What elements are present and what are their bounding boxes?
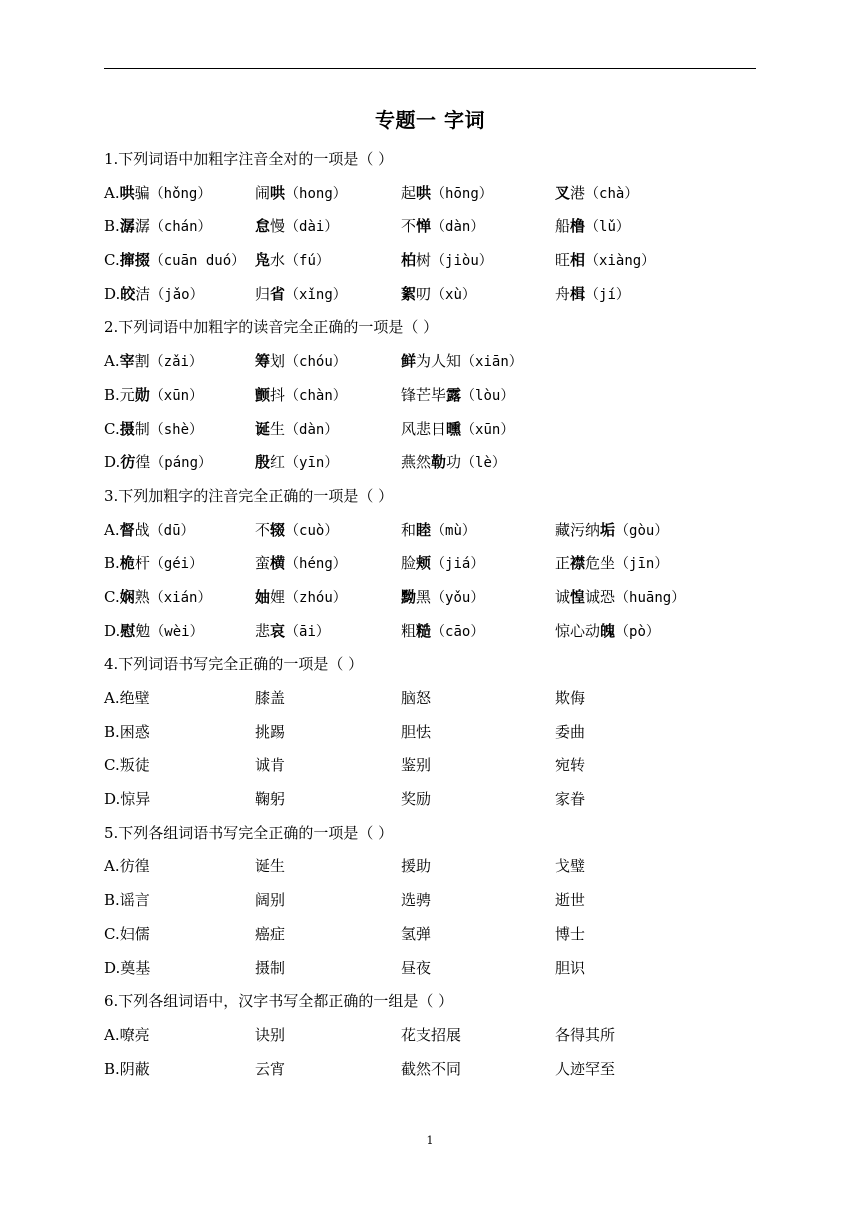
word-suffix: 叨: [416, 284, 432, 303]
option-cell: [255, 379, 347, 414]
question-6: [104, 985, 756, 1086]
word-prefix: 和: [401, 520, 417, 539]
word-prefix: 船: [555, 217, 571, 236]
pinyin: （xián）: [149, 589, 212, 606]
option-cell: A.彷徨: [104, 857, 150, 876]
option-cell: 胆识: [555, 958, 586, 977]
word-prefix: 藏污纳: [555, 520, 601, 539]
option-cell: 摄制: [255, 958, 286, 977]
option-cell: [104, 244, 245, 279]
question-stem: 2.下列词语中加粗字的读音完全正确的一项是（ ）: [104, 318, 439, 337]
word-prefix: 起: [401, 183, 417, 202]
bold-char: 曛: [446, 419, 462, 438]
option-cell: [104, 345, 203, 380]
option-cell: [401, 547, 484, 582]
word-suffix: 娌: [270, 587, 286, 606]
option-cell: [401, 177, 493, 212]
page-number: 1: [426, 1134, 434, 1147]
pinyin: （xǐng）: [285, 286, 347, 303]
question-stem: 5.下列各组词语书写完全正确的一项是（ ）: [104, 823, 394, 842]
bold-char: 潺: [119, 217, 135, 236]
option-cell: [255, 547, 347, 582]
word-prefix: 诚: [555, 587, 571, 606]
pinyin: （páng）: [150, 455, 213, 472]
word-prefix: C.: [104, 419, 120, 438]
bold-char: 相: [570, 251, 586, 270]
bold-char: 垢: [600, 520, 616, 539]
pinyin: （dàn）: [285, 421, 339, 438]
pinyin: （mù）: [431, 522, 476, 539]
option-row: [104, 1053, 756, 1087]
bold-char: 殷: [255, 453, 271, 472]
question-stem: 6.下列各组词语中，汉字书写全都正确的一组是（ ）: [104, 992, 454, 1011]
option-cell: [104, 446, 212, 481]
option-cell: 奖励: [401, 790, 432, 809]
option-row: [104, 581, 756, 615]
word-suffix: 徨: [135, 453, 151, 472]
pinyin: （chóu）: [285, 354, 347, 371]
bold-char: 楫: [570, 284, 586, 303]
bold-char: 怠: [255, 217, 271, 236]
bold-char: 睦: [416, 520, 432, 539]
option-cell: 逝世: [555, 891, 586, 910]
word-suffix: 港: [570, 183, 586, 202]
option-cell: 诞生: [255, 857, 286, 876]
bold-char: 惶: [570, 587, 586, 606]
word-suffix: 战: [134, 520, 150, 539]
pinyin: （chán）: [149, 219, 212, 236]
option-row: [104, 1019, 756, 1053]
pinyin: （dàn）: [431, 219, 485, 236]
pinyin: （chàn）: [285, 387, 347, 404]
word-prefix: A.: [104, 352, 120, 371]
word-suffix: 抖: [270, 385, 286, 404]
option-cell: D.惊异: [104, 790, 151, 809]
option-cell: [401, 210, 484, 245]
pinyin: （xiān）: [461, 354, 523, 371]
bold-char: 筹: [255, 352, 271, 371]
bold-char: 省: [270, 284, 286, 303]
option-row: [104, 850, 756, 884]
bold-char: 诞: [255, 419, 271, 438]
word-prefix: A.: [104, 183, 120, 202]
pinyin: （āi）: [285, 623, 330, 640]
word-prefix: B.元: [104, 385, 135, 404]
option-cell: [104, 177, 211, 212]
option-cell: [255, 244, 330, 279]
bold-char: 慰: [120, 621, 136, 640]
pinyin: （gòu）: [615, 522, 669, 539]
bold-char: 魄: [600, 621, 616, 640]
pinyin: （hōng）: [431, 185, 493, 202]
word-prefix: 惊心动: [555, 621, 601, 640]
word-prefix: 风悲日: [401, 419, 447, 438]
word-prefix: 正: [555, 554, 571, 573]
pinyin: （hong）: [285, 185, 347, 202]
pinyin: （wèi）: [150, 623, 204, 640]
option-cell: [255, 446, 338, 481]
word-suffix: 树: [416, 251, 432, 270]
option-cell: A.嘹亮: [104, 1025, 150, 1044]
pinyin: （héng）: [285, 556, 347, 573]
word-prefix: B.: [104, 217, 120, 236]
word-suffix: 割: [134, 352, 150, 371]
option-cell: [104, 379, 203, 414]
pinyin: （xiàng）: [585, 253, 656, 270]
option-cell: [555, 547, 668, 582]
pinyin: （jiòu）: [431, 253, 493, 270]
bold-char: 妯: [255, 587, 271, 606]
question-4: [104, 648, 756, 816]
word-suffix: 制: [134, 419, 150, 438]
option-row: [104, 345, 756, 379]
option-cell: [401, 446, 506, 481]
option-cell: [555, 177, 638, 212]
bold-char: 撺掇: [119, 251, 150, 270]
header-rule: [104, 68, 756, 69]
pinyin: （dū）: [149, 522, 195, 539]
option-row: [104, 177, 756, 211]
word-prefix: 粗: [401, 621, 417, 640]
pinyin: （cuò）: [285, 522, 339, 539]
word-prefix: D.: [104, 284, 121, 303]
option-cell: 戈璧: [555, 857, 586, 876]
bold-char: 颊: [416, 554, 432, 573]
option-cell: [401, 244, 493, 279]
pinyin: （yǒu）: [431, 589, 485, 606]
pinyin: （chà）: [585, 185, 639, 202]
pinyin: （zhóu）: [285, 589, 347, 606]
pinyin: （yīn）: [285, 455, 339, 472]
option-row: [104, 783, 756, 817]
word-prefix: 悲: [255, 621, 271, 640]
option-cell: C.叛徒: [104, 756, 150, 775]
option-row: [104, 210, 756, 244]
option-cell: 鞠躬: [255, 790, 286, 809]
bold-char: 襟: [570, 554, 586, 573]
option-cell: 博士: [555, 924, 586, 943]
pinyin: （fú）: [285, 253, 330, 270]
option-cell: [104, 278, 204, 313]
question-2: [104, 311, 756, 479]
word-suffix: 熟: [134, 587, 150, 606]
option-cell: B.阴蔽: [104, 1059, 150, 1078]
option-cell: [401, 514, 476, 549]
word-prefix: 舟: [555, 284, 571, 303]
word-prefix: 不: [401, 217, 417, 236]
pinyin: （huāng）: [615, 589, 686, 606]
option-cell: 人迹罕至: [555, 1059, 616, 1078]
word-suffix: 危坐: [585, 554, 616, 573]
option-cell: [555, 581, 685, 616]
option-cell: [555, 514, 668, 549]
question-1: [104, 143, 756, 311]
bold-char: 辍: [270, 520, 286, 539]
bold-char: 皎: [120, 284, 136, 303]
bold-char: 勋: [134, 385, 150, 404]
option-cell: [255, 210, 338, 245]
word-prefix: C.: [104, 587, 120, 606]
bold-char: 彷: [120, 453, 136, 472]
option-cell: 云宵: [255, 1059, 286, 1078]
bold-char: 宰: [119, 352, 135, 371]
word-suffix: 诚恐: [585, 587, 616, 606]
question-3: [104, 480, 756, 648]
option-cell: 诀别: [255, 1025, 286, 1044]
bold-char: 横: [270, 554, 286, 573]
pinyin: （shè）: [149, 421, 204, 438]
option-cell: [555, 278, 630, 313]
bold-char: 橹: [570, 217, 586, 236]
word-suffix: 水: [270, 251, 286, 270]
option-cell: 诚肯: [255, 756, 286, 775]
pinyin: （xūn）: [461, 421, 515, 438]
word-prefix: 归: [255, 284, 271, 303]
option-cell: [104, 581, 211, 616]
option-cell: 各得其所: [555, 1025, 616, 1044]
option-cell: [555, 210, 630, 245]
pinyin: （xūn）: [149, 387, 204, 404]
option-cell: 氢弹: [401, 924, 432, 943]
word-suffix: 洁: [135, 284, 151, 303]
bold-char: 勒: [431, 453, 447, 472]
bold-char: 叉: [555, 183, 571, 202]
pinyin: （lǔ）: [585, 219, 630, 236]
word-suffix: 生: [270, 419, 286, 438]
word-prefix: D.: [104, 621, 121, 640]
option-cell: [255, 514, 338, 549]
option-cell: [255, 177, 347, 212]
pinyin: （jīn）: [615, 556, 669, 573]
bold-char: 柏: [401, 251, 417, 270]
pinyin: （géi）: [149, 556, 204, 573]
word-prefix: B.: [104, 554, 120, 573]
option-cell: [104, 210, 212, 245]
option-cell: B.困惑: [104, 722, 150, 741]
option-row: [104, 749, 756, 783]
word-suffix: 功: [446, 453, 462, 472]
option-cell: [401, 615, 484, 650]
bold-char: 鲜: [401, 352, 417, 371]
option-cell: 欺侮: [555, 689, 586, 707]
bold-char: 哀: [270, 621, 286, 640]
pinyin: （hǒng）: [149, 185, 212, 202]
word-suffix: 杆: [134, 554, 150, 573]
option-cell: 胆怯: [401, 722, 432, 741]
option-cell: D.奠基: [104, 958, 151, 977]
option-cell: 鉴别: [401, 756, 432, 775]
option-cell: [255, 581, 347, 616]
pinyin: （zǎi）: [149, 354, 203, 371]
pinyin: （jiá）: [431, 556, 485, 573]
option-cell: [255, 413, 338, 448]
bold-char: 桅: [119, 554, 135, 573]
pinyin: （dài）: [285, 219, 339, 236]
pinyin: （cāo）: [431, 623, 485, 640]
bold-char: 颤: [255, 385, 271, 404]
word-suffix: 为人知: [416, 352, 462, 371]
word-prefix: 脸: [401, 554, 417, 573]
word-prefix: 闹: [255, 183, 271, 202]
pinyin: （lòu）: [461, 387, 515, 404]
option-row: [104, 514, 756, 548]
option-row: [104, 446, 756, 480]
option-cell: 选骋: [401, 891, 432, 910]
option-cell: [401, 379, 514, 414]
word-prefix: 不: [255, 520, 271, 539]
option-cell: 脑怒: [401, 689, 432, 707]
option-cell: A.绝壁: [104, 689, 150, 707]
bold-char: 督: [119, 520, 135, 539]
bold-char: 惮: [416, 217, 432, 236]
bold-char: 哄: [416, 183, 432, 202]
bold-char: 摄: [119, 419, 135, 438]
bold-char: 黝: [401, 587, 417, 606]
option-cell: 家眷: [555, 790, 586, 809]
word-prefix: D.: [104, 453, 121, 472]
option-cell: 挑踢: [255, 722, 286, 741]
word-prefix: C.: [104, 251, 120, 270]
pinyin: （lè）: [461, 455, 506, 472]
pinyin: （cuān duó）: [149, 253, 246, 270]
word-suffix: 黑: [416, 587, 432, 606]
option-row: [104, 278, 756, 312]
option-row: [104, 918, 756, 952]
option-cell: C.妇儒: [104, 924, 150, 943]
option-cell: [255, 345, 347, 380]
question-stem: 3.下列加粗字的注音完全正确的一项是（ ）: [104, 486, 394, 505]
option-cell: 昼夜: [401, 958, 432, 977]
bold-char: 絮: [401, 284, 417, 303]
bold-char: 哄: [270, 183, 286, 202]
option-row: [104, 379, 756, 413]
word-prefix: 旺: [555, 251, 571, 270]
word-suffix: 潺: [134, 217, 150, 236]
option-cell: [555, 244, 655, 279]
option-cell: [255, 615, 330, 650]
option-cell: 阔别: [255, 891, 286, 910]
option-cell: 宛转: [555, 756, 586, 775]
option-row: [104, 413, 756, 447]
option-row: [104, 952, 756, 986]
option-cell: [104, 514, 195, 549]
option-row: [104, 884, 756, 918]
option-cell: B.谣言: [104, 891, 150, 910]
pinyin: （pò）: [615, 623, 660, 640]
option-row: [104, 244, 756, 278]
bold-char: 哄: [119, 183, 135, 202]
option-cell: [104, 413, 203, 448]
option-row: [104, 682, 756, 716]
bold-char: 凫: [255, 251, 271, 270]
question-5: [104, 817, 756, 985]
option-cell: [401, 413, 514, 448]
question-stem: 1.下列词语中加粗字注音全对的一项是（ ）: [104, 150, 394, 168]
option-row: [104, 547, 756, 581]
pinyin: （jǎo）: [150, 286, 204, 303]
word-suffix: 骗: [134, 183, 150, 202]
option-cell: 癌症: [255, 924, 286, 943]
word-suffix: 勉: [135, 621, 151, 640]
word-prefix: 燕然: [401, 453, 432, 472]
option-cell: 委曲: [555, 722, 586, 741]
option-cell: [401, 345, 523, 380]
question-list: [104, 143, 756, 1086]
option-cell: [401, 581, 484, 616]
bold-char: 娴: [119, 587, 135, 606]
option-row: [104, 716, 756, 750]
word-prefix: 锋芒毕: [401, 385, 447, 404]
pinyin: （xù）: [431, 286, 476, 303]
option-row: [104, 615, 756, 649]
word-suffix: 慢: [270, 217, 286, 236]
option-cell: [104, 615, 204, 650]
option-cell: [401, 278, 476, 313]
option-cell: 截然不同: [401, 1059, 462, 1078]
word-prefix: A.: [104, 520, 120, 539]
option-cell: 膝盖: [255, 689, 286, 707]
option-cell: [255, 278, 347, 313]
question-stem: 4.下列词语书写完全正确的一项是（ ）: [104, 655, 364, 674]
option-cell: 花支招展: [401, 1025, 462, 1044]
page-title: 专题一 字词: [375, 108, 485, 132]
bold-char: 糙: [416, 621, 432, 640]
option-cell: 援助: [401, 857, 432, 876]
option-cell: [555, 615, 660, 650]
option-cell: [104, 547, 203, 582]
word-suffix: 红: [270, 453, 286, 472]
word-prefix: 蛮: [255, 554, 271, 573]
word-suffix: 划: [270, 352, 286, 371]
pinyin: （jí）: [585, 286, 630, 303]
bold-char: 露: [446, 385, 462, 404]
